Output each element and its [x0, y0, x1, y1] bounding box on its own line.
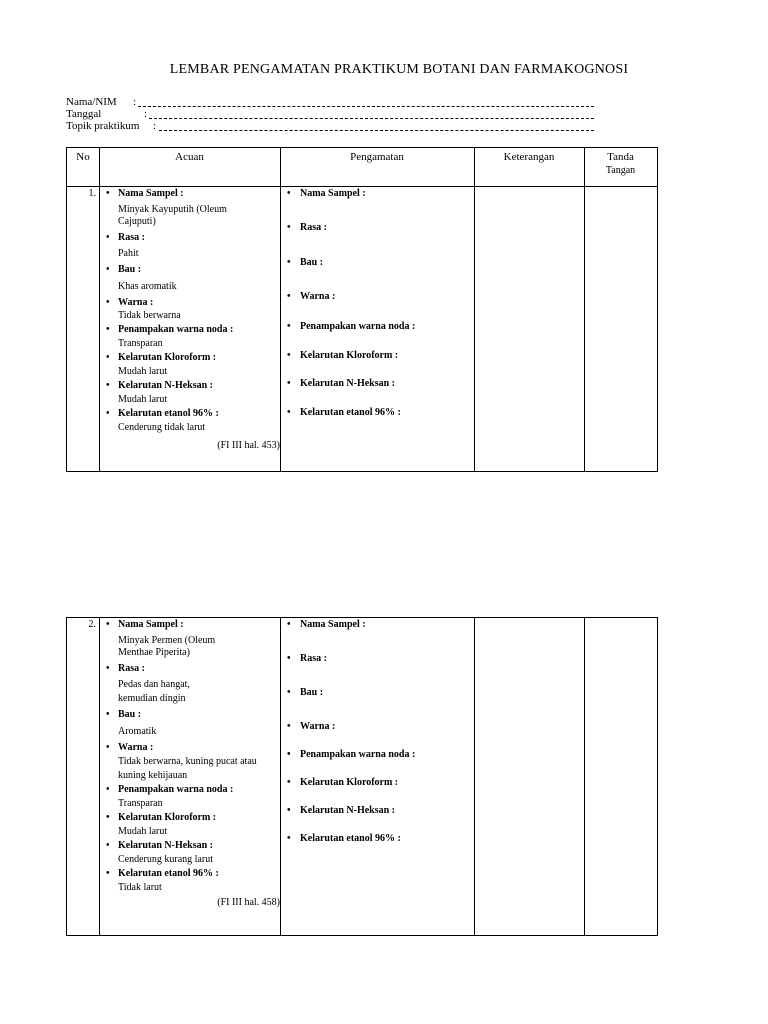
acuan-cell: • Nama Sampel : Minyak Kayuputih (Oleum Cajuputi) • Rasa : Pahit • Bau : Khas aromatik • Warna : Tidak berwarna • Penampakan warna noda : Transparan • Kelarutan Kloroform : Mudah larut • Kelarutan N-Heksan : Mudah larut • Kelarutan etanol 96% : Cenderung tidak larut	[100, 188, 280, 434]
reference: (FI III hal. 453)	[217, 440, 280, 451]
observation-table-1	[66, 147, 658, 472]
acuan-item: • Rasa :	[106, 663, 145, 674]
acuan-item: • Bau :	[106, 264, 142, 275]
acuan-item: • Kelarutan Kloroform :	[106, 352, 217, 363]
nama-nim-row	[66, 96, 137, 108]
colon: :	[153, 120, 157, 132]
nama-nim-label: Nama/NIM	[66, 96, 117, 108]
tanggal-field[interactable]	[149, 118, 594, 119]
nama-nim-field[interactable]	[138, 106, 594, 107]
acuan-item: • Penampakan warna noda :	[106, 784, 234, 795]
acuan-item: • Penampakan warna noda :	[106, 324, 234, 335]
acuan-item: • Nama Sampel :	[106, 188, 184, 199]
acuan-item: • Kelarutan N-Heksan :	[106, 840, 213, 851]
pengamatan-cell: • Nama Sampel : • Rasa : • Bau : • Warna : • Penampakan warna noda : • Kelarutan Kloroform : • Kelarutan N-Heksan : • Kelarutan etanol 96% :	[287, 188, 416, 418]
acuan-cell: • Nama Sampel : Minyak Permen (Oleum Menthae Piperita) • Rasa : Pedas dan hangat, kemudian dingin • Bau : Aromatik • Warna : Tidak berwarna, kuning pucat atau kuning kehijauan • Penampakan warna noda : Transparan • Kelarutan Kloroform : Mudah larut • Kelarutan N-Heksan : Cenderung kurang larut • Kelarutan etanol 96% : Tidak larut	[100, 619, 280, 894]
tanggal-label: Tanggal	[66, 108, 102, 120]
topik-field[interactable]	[159, 130, 594, 131]
acuan-item: • Kelarutan etanol 96% :	[106, 868, 219, 879]
header-pengamatan: Pengamatan	[350, 151, 404, 163]
page-title: LEMBAR PENGAMATAN PRAKTIKUM BOTANI DAN FARMAKOGNOSI	[169, 62, 629, 77]
header-tangan: Tangan	[605, 165, 636, 176]
tanggal-row	[66, 108, 148, 120]
acuan-item: • Nama Sampel :	[106, 619, 184, 630]
acuan-item: • Kelarutan etanol 96% :	[106, 408, 219, 419]
acuan-item: • Warna :	[106, 297, 154, 308]
acuan-item: • Warna :	[106, 742, 154, 753]
row-number: 1.	[88, 188, 96, 199]
row-number: 2.	[88, 619, 96, 630]
header-tanda-tangan	[584, 151, 657, 177]
pengamatan-cell: • Nama Sampel : • Rasa : • Bau : • Warna : • Penampakan warna noda : • Kelarutan Kloroform : • Kelarutan N-Heksan : • Kelarutan etanol 96% :	[287, 619, 416, 844]
topik-row	[66, 120, 157, 132]
acuan-item: • Kelarutan Kloroform :	[106, 812, 217, 823]
acuan-item: • Rasa :	[106, 232, 145, 243]
colon: :	[133, 96, 137, 108]
acuan-item: • Kelarutan N-Heksan :	[106, 380, 213, 391]
topik-label: Topik praktikum	[66, 120, 140, 132]
acuan-item: • Bau :	[106, 709, 142, 720]
observation-table-2	[66, 617, 658, 936]
header-tanda: Tanda	[607, 151, 634, 163]
header-acuan: Acuan	[175, 151, 204, 163]
reference: (FI III hal. 458)	[217, 897, 280, 908]
header-no: No	[76, 151, 90, 163]
colon: :	[144, 108, 148, 120]
header-keterangan: Keterangan	[503, 151, 555, 163]
